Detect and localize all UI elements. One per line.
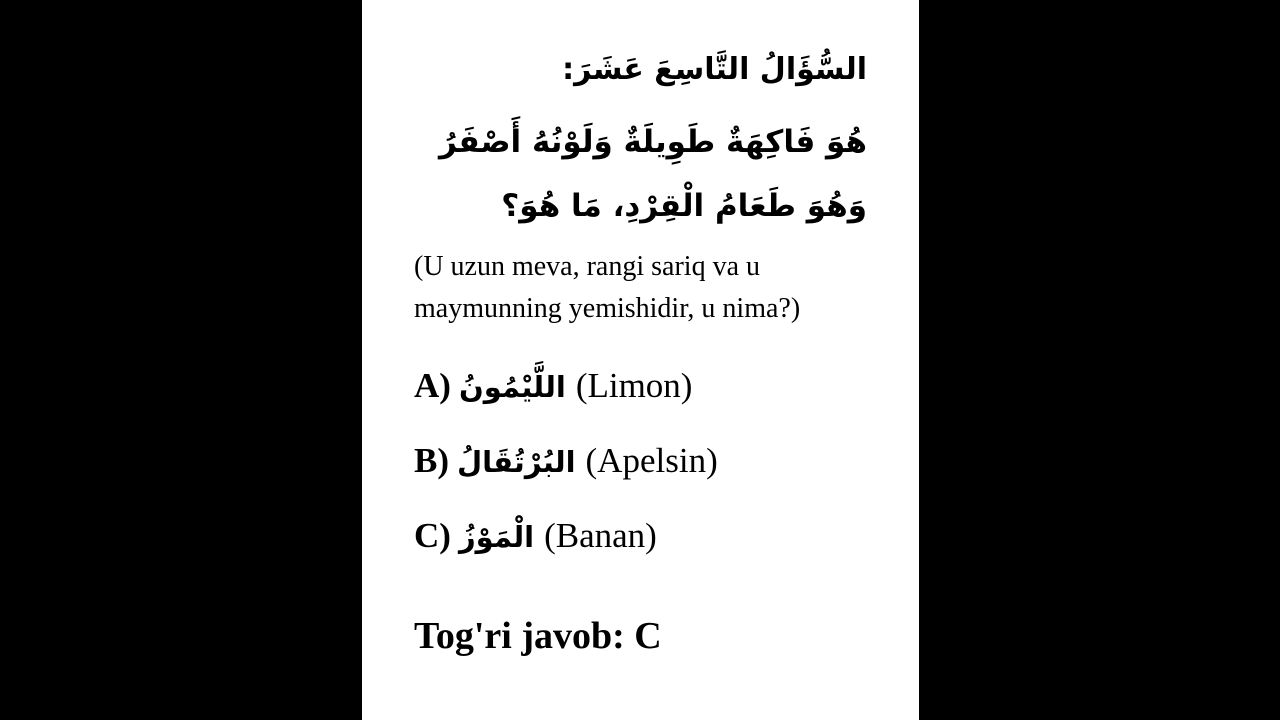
option-translation: (Apelsin) <box>585 441 718 480</box>
option-letter: C) <box>414 516 451 555</box>
option-arabic: اللَّيْمُونُ <box>458 370 566 404</box>
option-arabic: البُرْتُقَالُ <box>457 445 576 479</box>
option-translation: (Banan) <box>544 516 657 555</box>
option-letter: B) <box>414 441 449 480</box>
question-text-line-1: هُوَ فَاكِهَةٌ طَوِيلَةٌ وَلَوْنُهُ أَصْفَرُ <box>438 124 867 160</box>
question-title: السُّؤَالُ التَّاسِعَ عَشَرَ: <box>562 52 867 87</box>
question-text-line-2: وَهُوَ طَعَامُ الْقِرْدِ، مَا هُوَ؟ <box>501 188 867 224</box>
option-letter: A) <box>414 366 451 405</box>
option-translation: (Limon) <box>575 366 693 405</box>
correct-answer: Tog'ri javob: C <box>414 615 662 657</box>
option-b <box>414 441 718 481</box>
question-translation: (U uzun meva, rangi sariq va u maymunning yemishidir, u nima?) <box>414 251 801 324</box>
option-c <box>414 516 657 556</box>
question-card <box>362 0 919 720</box>
option-a <box>414 366 692 406</box>
option-arabic: الْمَوْزُ <box>458 520 535 554</box>
